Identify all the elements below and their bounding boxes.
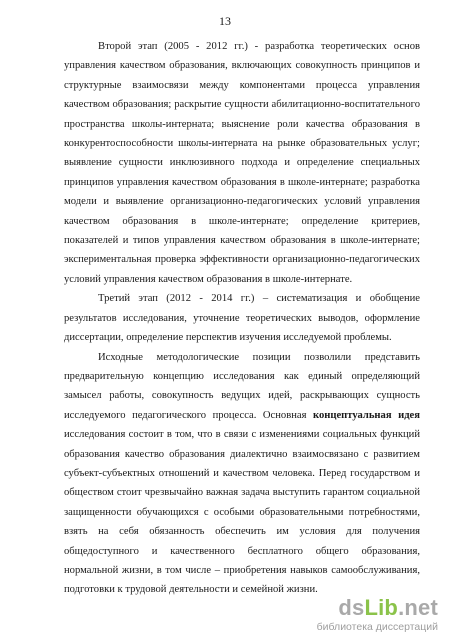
paragraph-stage-two: Второй этап (2005 - 2012 гг.) - разработка теоретических основ управления качеством образования, включающих совокупность принципов и структурные взаимосвязи между компонентами процесса управления качеством образования; раскрытие сущности абилитационно-воспитательного пространства школы-интерната; выяснение роли качества образования в конкурентоспособности школы-интерната на рынке образовательных услуг; выявление сущности инклюзивного подхода и определение специальных принципов управления качеством образования в школе-интернате; разработка модели и выявление организационно-педагогических условий управления качеством образования в школе-интернате; определение критериев, показателей и типов управления качеством образования в школе-интернате; экспериментальная проверка эффективности организационно-педагогических условий управления качеством образования в школе-интернате.	[64, 41, 420, 285]
logo-lib: Lib	[364, 595, 399, 620]
paragraph-stage-three: Третий этап (2012 - 2014 гг.) – систематизация и обобщение результатов исследования, уточнение теоретических выводов, оформление диссертации, определение перспектив изучения исследуемой проблемы.	[64, 293, 420, 344]
logo-ds: ds	[338, 595, 365, 620]
paragraph-concept-after: исследования состоит в том, что в связи с изменениями социальных функций образования качество образования диалектично взаимосвязано с развитием субъект-субъектных отношений и качеством человека. Перед государством и обществом стоит чрезвычайно важная задача выступить гарантом социальной защищенности обучающихся с особыми образовательными потребностями, взять на себя обязанность обеспечить им условия для получения общедоступного и качественного бесплатного общего образования, нормальной жизни, в том числе – приобретения навыков самообслуживания, подготовки к трудовой деятельности и семейной жизни.	[64, 429, 420, 596]
watermark-subtitle: библиотека диссертаций	[316, 621, 438, 633]
page-number: 13	[219, 14, 231, 28]
concept-idea-bold: концептуальная идея	[313, 409, 420, 421]
dslib-logo	[288, 597, 438, 619]
logo-net: .net	[398, 595, 438, 620]
document-body	[64, 37, 420, 600]
dslib-watermark	[288, 597, 438, 633]
paragraph-concept	[64, 348, 420, 600]
paragraph-concept-before: Исходные методологические позиции позволили представить предварительную концепцию исследования как единый определяющий замысел работы, совокупность ведущих идей, раскрывающих сущность исследуемого педагогического процесса. Основная	[64, 351, 420, 421]
